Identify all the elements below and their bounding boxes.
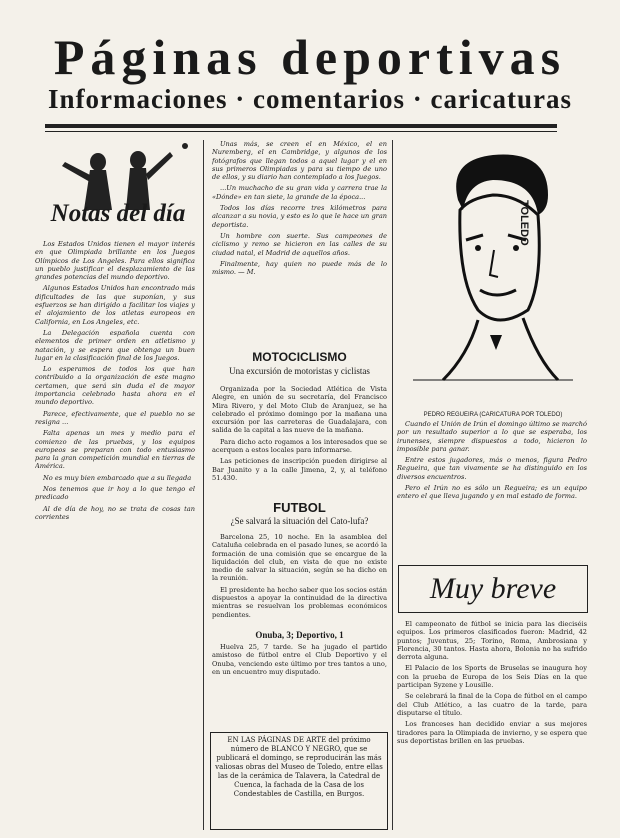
motociclismo-paragraph: Para dicho acto rogamos a los interesados que se acerquen a estos locales para informarse.	[212, 437, 387, 455]
notas-body	[35, 240, 195, 830]
regueira-paragraph: Pero el Irún no es sólo un Regueira; es un equipo entero el que lleva jugando y en mal estado de forma.	[397, 484, 587, 501]
notas-paragraph: Falta apenas un mes y medio para el comienzo de las pruebas, y los equipos europeos se preparan con todo entusiasmo para la gran competición mundial en tierras de América.	[35, 429, 195, 471]
page-subtitle: Informaciones · comentarios · caricaturas	[48, 84, 572, 114]
intro-paragraph: Un hombre con suerte. Sus campeones de ciclismo y remo se hicieron en las calles de su ciudad natal, el Madrid de aquellos años.	[212, 231, 387, 257]
column-divider-left	[203, 140, 204, 830]
intro-paragraph: Finalmente, hay quien no puede más de lo mismo. — M.	[212, 259, 387, 277]
match-paragraph: Huelva 25, 7 tarde. Se ha jugado el partido amistoso de fútbol entre el Club Deportivo y el Onuba, venciendo este último por tres tantos a uno, en un encuentro muy disputado.	[212, 643, 387, 676]
notas-paragraph: Lo esperamos de todos los que han contribuido a la organización de este magno certamen, que será sin duda el de mayor importancia celebrado hasta ahora en el mundo deportivo.	[35, 365, 195, 407]
futbol-paragraph: El presidente ha hecho saber que los socios están dispuestos a apoyar la continuidad de la directiva mientras se resuelvan los problemas económicos pendientes.	[212, 585, 387, 619]
muy-breve-body	[397, 620, 587, 830]
match-body	[212, 643, 387, 728]
intro-paragraph: Todos los días recorre tres kilómetros para alcanzar a su novia, y esto es lo que le hace un gran deportista.	[212, 204, 387, 229]
muy-breve-heading: Muy breve	[398, 565, 588, 613]
futbol-paragraph: Barcelona 25, 10 noche. En la asamblea del Cataluña celebrada en el pasado lunes, se acordó la formación de una comisión que se encargue de la liquidación del club, en vista de que no existe medio de salvar la situación, según se ha dicho en la reunión.	[212, 533, 387, 583]
notas-paragraph: Parece, efectivamente, que el pueblo no se resigna ...	[35, 409, 195, 426]
motociclismo-paragraph: Las peticiones de inscripción pueden dirigirse al Bar Juanito y a la calle Jimena, 2, y, al teléfono 51.430.	[212, 457, 387, 482]
regueira-paragraph: Cuando el Unión de Irún el domingo último se marchó por un resultado superior a lo que se esperaba, los irunenses, siempre dispuestos a todo, hicieron lo imposible para ganar.	[397, 420, 587, 453]
notas-paragraph: Algunos Estados Unidos han encontrado más dificultades de las que suponían, y sus esfuerzos se han dirigido a facilitar los viajes y el alojamiento de los atletas europeos en California, en Los Angeles, etc.	[35, 284, 195, 326]
futbol-subheading: ¿Se salvará la situación del Cato-lufa?	[230, 516, 369, 526]
intro-italic	[212, 140, 387, 375]
notas-footer-line: No es muy bien embarcado que a su llegada	[43, 473, 192, 482]
motociclismo-body	[212, 385, 387, 497]
header-rule-thin	[45, 131, 557, 132]
caricature-caption: PEDRO REGUEIRA (CARICATURA POR TOLEDO)	[423, 412, 563, 418]
muy-breve-paragraph: El Palacio de los Sports de Bruselas se inaugura hoy con la prueba de Europa de los Seis Días en la que participan Syzene y Lousille.	[397, 664, 587, 690]
header-rule	[45, 124, 557, 128]
futbol-heading: FUTBOL	[273, 500, 326, 515]
muy-breve-paragraph: Los franceses han decidido enviar a sus mejores tiradores para la Olimpiada de invierno, y se espera que sus deportistas brillen en las pruebas.	[397, 720, 587, 745]
regueira-paragraph: Entre estos jugadores, más o menos, figura Pedro Regueira, que tan vivamente se ha distinguido en los diversos encuentros.	[397, 456, 587, 481]
notas-footer-line: Al de día de hoy, no se trata de cosas tan corrientes	[35, 504, 195, 521]
motociclismo-paragraph: Organizada por la Sociedad Atlética de Vista Alegre, en unión de su secretaría, del Francisco Mira Rivero, y del Moto Club de Aranjuez, se ha celebrado el próximo domingo por la mañana una excursión por las carreteras de Guadalajara, con salida de la capital a las nueve de la mañana.	[212, 385, 387, 435]
motociclismo-heading: MOTOCICLISMO	[252, 350, 347, 364]
muy-breve-paragraph: Se celebrará la final de la Copa de fútbol en el campo del Club Atlético, a las cuatro de la tarde, para disputarse el título.	[397, 692, 587, 717]
column-divider-right	[392, 140, 393, 830]
futbol-body	[212, 533, 387, 629]
muy-breve-paragraph: El campeonato de fútbol se inicia para las dieciséis equipos. Los primeros clasificados fueron: Madrid, 42 puntos; Juventus, 25; Torino, Roma, Ambrosiana y Florencia, 30 tantos. Hasta ahora, Bolonia no ha sufrido derrota alguna.	[397, 620, 587, 662]
notas-footer-line: Nos tenemos que ir hoy a lo que tengo el predicado	[35, 485, 195, 502]
caricature-signature: TOLEDO	[518, 200, 530, 246]
match-heading: Onuba, 3; Deportivo, 1	[255, 630, 344, 640]
motociclismo-subheading: Una excursión de motoristas y ciclistas	[229, 366, 370, 376]
notas-heading: Notas del día	[50, 200, 186, 227]
page-title: Páginas deportivas	[53, 29, 567, 85]
regueira-body	[397, 420, 587, 560]
arte-ad-box	[210, 732, 388, 830]
intro-paragraph: Unas más, se creen el en México, el en Nuremberg, el en Cambridge, y algunos de los fotógrafos que llegan todos a aquel lugar y el en sus primeros Olimpiadas y para su tiempo de uno de ellos, y su diario han contemplado a los Juegos.	[212, 140, 387, 182]
caricature-illustration	[398, 140, 588, 410]
notas-paragraph: Los Estados Unidos tienen el mayor interés en que Olimpiada brillante en los Juegos Olímpicos de Los Angeles. Para ellos significa un pueblo justificar el desplazamiento de las grandes potencias del mundo deportivo.	[35, 240, 195, 282]
arte-ad-text: EN LAS PÁGINAS DE ARTE del próximo número de BLANCO Y NEGRO, que se publicará el domingo, se reproducirán las más valiosas obras del Museo de Toledo, entre ellas las de la cerámica de Talavera, la Catedral de Cuenca, la fachada de la Casa de los Condestables de Castilla, en Burgos.	[215, 736, 383, 798]
intro-paragraph: ...Un muchacho de su gran vida y carrera trae la «Dónde» en tan siete, la grande de la época...	[212, 184, 387, 201]
notas-paragraph: La Delegación española cuenta con elementos de primer orden en atletismo y natación, y se espera que obtenga un buen lugar en la clasificación final de los Juegos.	[35, 328, 195, 362]
